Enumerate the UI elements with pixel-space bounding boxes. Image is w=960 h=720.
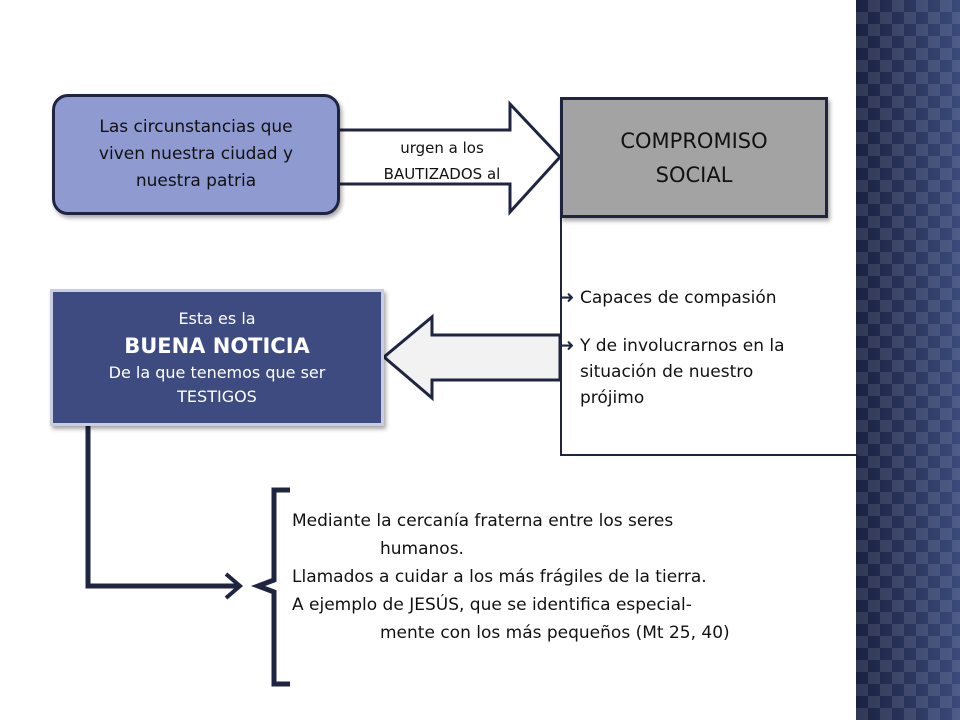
list-item-line: Y de involucrarnos en la xyxy=(580,336,785,356)
right-arrow-label xyxy=(352,135,532,187)
bracket-line: Mediante la cercanía fraterna entre los seres xyxy=(292,511,674,531)
bracket-list xyxy=(292,507,852,647)
compromiso-list xyxy=(560,285,850,411)
circumstances-line: nuestra patria xyxy=(135,171,257,191)
buena-noticia-title: BUENA NOTICIA xyxy=(124,333,310,358)
list-item-line: prójimo xyxy=(580,388,645,408)
chevron-right-icon: ➜ xyxy=(560,336,575,356)
circumstances-box xyxy=(52,94,340,215)
buena-noticia-line: TESTIGOS xyxy=(177,386,257,406)
compromiso-social-box xyxy=(560,97,828,218)
bracket-line: Llamados a cuidar a los más frágiles de la tierra. xyxy=(292,567,707,587)
right-arrow-label-line: BAUTIZADOS al xyxy=(383,165,501,183)
list-item-line: situación de nuestro xyxy=(580,362,754,382)
buena-noticia-box xyxy=(50,289,384,426)
right-arrow-label-line: urgen a los xyxy=(400,139,484,157)
left-bracket xyxy=(258,490,290,684)
bracket-line: A ejemplo de JESÚS, que se identifica especial- xyxy=(292,595,692,615)
bracket-line: humanos. xyxy=(380,539,464,559)
list-item xyxy=(560,285,850,311)
circumstances-line: viven nuestra ciudad y xyxy=(98,144,294,164)
list-item-line: Capaces de compasión xyxy=(580,288,777,308)
circumstances-line: Las circunstancias que xyxy=(99,117,293,137)
list-item xyxy=(560,333,850,411)
elbow-connector xyxy=(88,426,238,586)
compromiso-line: COMPROMISO xyxy=(620,128,768,153)
buena-noticia-intro: Esta es la xyxy=(178,308,256,328)
buena-noticia-line: De la que tenemos que ser xyxy=(108,362,326,382)
chevron-right-icon: ➜ xyxy=(560,288,575,308)
bracket-line: mente con los más pequeños (Mt 25, 40) xyxy=(380,623,730,643)
left-block-arrow xyxy=(384,317,560,398)
compromiso-line: SOCIAL xyxy=(655,162,733,187)
